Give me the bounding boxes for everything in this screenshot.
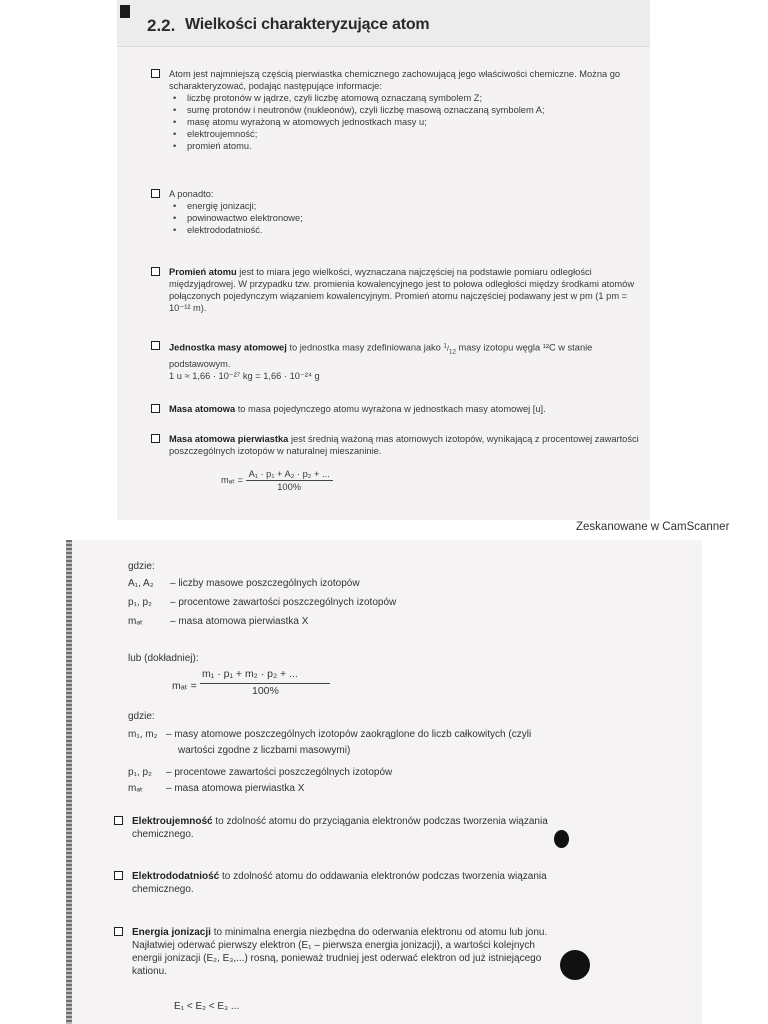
definition-text: – masa atomowa pierwiastka X — [166, 783, 305, 794]
paragraph-atomic-radius — [169, 266, 639, 314]
paragraph-element-atomic-mass — [169, 433, 639, 457]
paragraph-text: A ponadto: — [169, 189, 214, 199]
term-electropositivity: Elektrododatniość — [132, 871, 220, 882]
section-title: Wielkości charakteryzujące atom — [185, 16, 430, 33]
term-electronegativity: Elektroujemność — [132, 816, 213, 827]
square-bullet-icon — [114, 927, 123, 936]
formula-numerator: A₁ · p₁ + A₂ · p₂ + ... — [246, 468, 333, 481]
page-edge-shadow — [66, 540, 72, 1024]
ionization-inequality: E₁ < E₂ < E₃ ... — [174, 1001, 240, 1012]
atom-info-list — [169, 92, 639, 152]
square-bullet-icon — [151, 267, 160, 276]
formula-denominator: 100% — [252, 685, 279, 697]
list-item: • sumę protonów i neutronów (nukleonów), czyli liczbę masową oznaczaną symbolem A; — [187, 104, 639, 116]
formula-denominator: 100% — [277, 482, 302, 492]
definition-symbol: A₁, A₂ — [128, 578, 154, 589]
definition-text: – liczby masowe poszczególnych izotopów — [170, 578, 360, 589]
camscanner-watermark: Zeskanowane w CamScanner — [576, 521, 730, 533]
fraction-numerator: 1 — [443, 342, 447, 349]
list-item: • promień atomu. — [187, 140, 639, 152]
paragraph-text: to jednostka masy zdefiniowana jako — [286, 342, 444, 353]
paragraph-electronegativity — [132, 815, 552, 841]
scanned-page-1 — [117, 0, 650, 520]
paragraph-electropositivity — [132, 870, 552, 896]
square-bullet-icon — [151, 434, 160, 443]
term-atomic-radius: Promień atomu — [169, 267, 237, 277]
paragraph-text: to minimalna energia niezbędna do oderwania elektronu od atomu lub jonu. Najłatwiej oderwać pierwszy elektron (E₁ – pierwsza energia jonizacji), a wartości kolejnych energii jonizacji (E₂, E₃,...) rosną, ponieważ trudniej jest oderwać elektron od już istniejącego kationu. — [132, 927, 548, 977]
square-bullet-icon — [151, 404, 160, 413]
term-atomic-mass: Masa atomowa — [169, 404, 236, 414]
page-corner-mark — [120, 5, 130, 18]
where-label: gdzie: — [128, 711, 155, 722]
square-bullet-icon — [151, 189, 160, 198]
definition-symbol: mₐₜ — [128, 616, 143, 627]
formula-numerator: m₁ · p₁ + m₂ · p₂ + ... — [202, 668, 298, 680]
square-bullet-icon — [114, 871, 123, 880]
alternative-label: lub (dokładniej): — [128, 653, 199, 664]
list-item: • liczbę protonów w jądrze, czyli liczbę atomową oznaczaną symbolem Z; — [187, 92, 639, 104]
definition-text: – masy atomowe poszczególnych izotopów zaokrąglone do liczb całkowitych (czyli — [166, 729, 532, 740]
additional-list — [169, 200, 639, 236]
definition-text: – procentowe zawartości poszczególnych izotopów — [170, 597, 397, 608]
formula-exact — [172, 668, 372, 704]
definition-text: – masa atomowa pierwiastka X — [170, 616, 309, 627]
list-item: • powinowactwo elektronowe; — [187, 212, 639, 224]
section-number: 2.2. — [147, 16, 176, 35]
definition-symbol: mₐₜ — [128, 783, 143, 794]
term-element-atomic-mass: Masa atomowa pierwiastka — [169, 434, 289, 444]
term-ionization-energy: Energia jonizacji — [132, 927, 211, 938]
where-label: gdzie: — [128, 561, 155, 572]
formula-left: mₐₜ = — [221, 474, 243, 485]
term-atomic-mass-unit: Jednostka masy atomowej — [169, 342, 287, 353]
paragraph-text: to masa pojedynczego atomu wyrażona w jednostkach masy atomowej [u]. — [235, 404, 546, 414]
paragraph-text: to zdolność atomu do oddawania elektronów podczas tworzenia wiązania chemicznego. — [132, 871, 547, 895]
paragraph-text: jest to miara jego wielkości, wyznaczana najczęściej na podstawie pomiaru odległości międzyjądrowej. W przypadku tzw. promienia kowalencyjnego jest to połowa odległości między środkami atomów połączonych pojedynczym wiązaniem kowalencyjnym. Promień atomu najczęściej podawany jest w pm (1 pm = 10⁻¹² m). — [169, 267, 635, 313]
square-bullet-icon — [151, 341, 160, 350]
fraction-bar — [200, 683, 330, 684]
square-bullet-icon — [151, 69, 160, 78]
definition-symbol: p₁, p₂ — [128, 767, 152, 778]
black-dot-mark — [554, 830, 569, 848]
square-bullet-icon — [114, 816, 123, 825]
definition-text-continued: wartości zgodne z liczbami masowymi) — [178, 745, 351, 756]
paragraph-atomic-mass-unit — [169, 340, 639, 382]
list-item: • masę atomu wyrażoną w atomowych jednostkach masy u; — [187, 116, 639, 128]
paragraph-text: Atom jest najmniejszą częścią pierwiastka chemicznego zachowującą jego właściwości chemiczne. Można go scharakteryzować, podając następujące informacje: — [169, 69, 621, 91]
list-item: • elektroujemność; — [187, 128, 639, 140]
definition-symbol: p₁, p₂ — [128, 597, 152, 608]
definition-text: – procentowe zawartości poszczególnych izotopów — [166, 767, 393, 778]
paragraph-ionization-energy — [132, 926, 552, 978]
black-dot-mark — [560, 950, 590, 980]
formula-left: mₐₜ = — [172, 680, 197, 692]
paragraph-atomic-mass — [169, 403, 639, 415]
paragraph-atom — [169, 68, 639, 152]
formula-atomic-mass — [221, 468, 421, 493]
mass-unit-value: 1 u ≈ 1,66 · 10⁻²⁷ kg = 1,66 · 10⁻²⁴ g — [169, 371, 320, 381]
paragraph-text: masy izotopu węgla ¹²C w stanie podstawowym. — [169, 342, 593, 369]
list-item: • elektrododatniość. — [187, 224, 639, 236]
paragraph-additional — [169, 188, 639, 236]
fraction-denominator: 12 — [448, 348, 456, 355]
definition-symbol: m₁, m₂ — [128, 729, 158, 740]
fraction-one-twelfth: $^1/_{12}$ — [443, 342, 456, 355]
list-item: • energię jonizacji; — [187, 200, 639, 212]
formula-fraction — [246, 468, 333, 493]
paragraph-text: to zdolność atomu do przyciągania elektronów podczas tworzenia wiązania chemicznego. — [132, 816, 548, 840]
scanned-page-2 — [66, 540, 702, 1024]
paragraph-text: jest średnią ważoną mas atomowych izotopów, wynikającą z procentowej zawartości poszczególnych izotopów w naturalnej mieszaninie. — [169, 434, 639, 456]
